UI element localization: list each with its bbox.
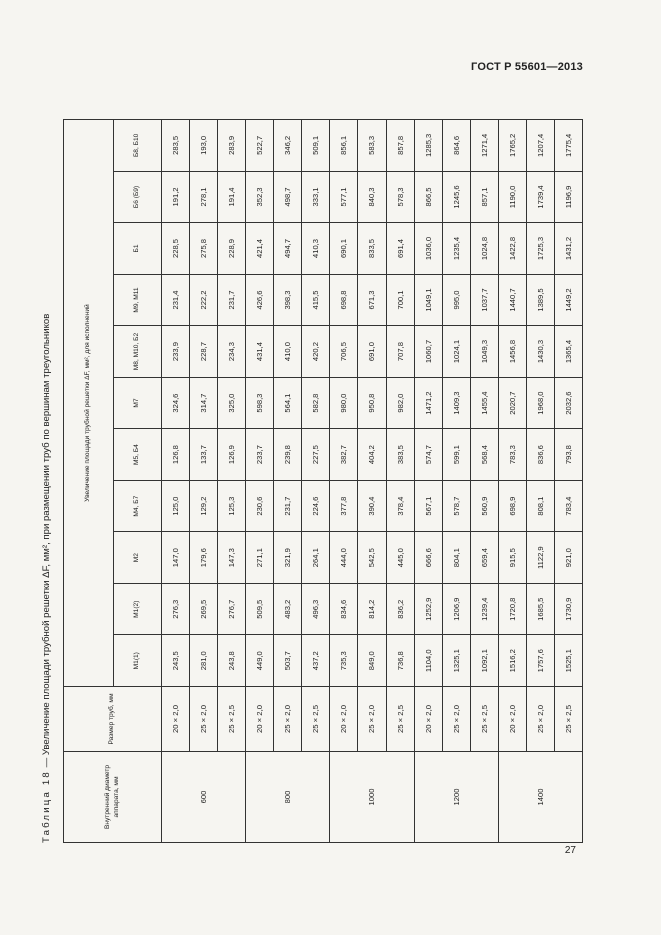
value-cell: 866,5 xyxy=(414,171,442,223)
tube-size-cell: 25 × 2,0 xyxy=(358,687,386,752)
value-cell: 1440,7 xyxy=(498,274,526,326)
table-row xyxy=(470,120,498,843)
value-cell: 783,3 xyxy=(498,429,526,481)
diameter-cell: 1200 xyxy=(414,752,498,843)
value-cell: 269,5 xyxy=(190,583,218,635)
table-row xyxy=(554,120,582,843)
value-cell: 707,8 xyxy=(386,326,414,378)
value-cell: 239,8 xyxy=(274,429,302,481)
table-row xyxy=(302,120,330,843)
header-diameter: Внутренний диаметр аппарата, мм xyxy=(64,752,162,843)
value-cell: 2020,7 xyxy=(498,377,526,429)
value-cell: 1730,9 xyxy=(554,583,582,635)
tube-size-cell: 25 × 2,5 xyxy=(470,687,498,752)
tube-size-cell: 25 × 2,0 xyxy=(526,687,554,752)
value-cell: 698,8 xyxy=(330,274,358,326)
value-cell: 191,2 xyxy=(162,171,190,223)
value-cell: 567,1 xyxy=(414,480,442,532)
value-cell: 228,9 xyxy=(218,223,246,275)
value-cell: 804,1 xyxy=(442,532,470,584)
value-cell: 735,3 xyxy=(330,635,358,687)
value-cell: 1430,3 xyxy=(526,326,554,378)
value-cell: 483,2 xyxy=(274,583,302,635)
tube-size-cell: 25 × 2,5 xyxy=(218,687,246,752)
value-cell: 147,0 xyxy=(162,532,190,584)
header-execution: М1(2) xyxy=(114,583,162,635)
value-cell: 659,4 xyxy=(470,532,498,584)
value-cell: 1271,4 xyxy=(470,120,498,172)
value-cell: 1968,0 xyxy=(526,377,554,429)
value-cell: 836,6 xyxy=(526,429,554,481)
table-row xyxy=(330,120,358,843)
value-cell: 2032,6 xyxy=(554,377,582,429)
value-cell: 921,0 xyxy=(554,532,582,584)
value-cell: 1037,7 xyxy=(470,274,498,326)
value-cell: 415,5 xyxy=(302,274,330,326)
value-cell: 857,8 xyxy=(386,120,414,172)
value-cell: 125,0 xyxy=(162,480,190,532)
value-cell: 1720,8 xyxy=(498,583,526,635)
value-cell: 598,3 xyxy=(246,377,274,429)
tube-size-cell: 25 × 2,5 xyxy=(554,687,582,752)
table-row xyxy=(358,120,386,843)
tube-size-cell: 20 × 2,0 xyxy=(246,687,274,752)
value-cell: 509,5 xyxy=(246,583,274,635)
header-execution: Б6 (Б9) xyxy=(114,171,162,223)
value-cell: 125,3 xyxy=(218,480,246,532)
value-cell: 382,7 xyxy=(330,429,358,481)
value-cell: 133,7 xyxy=(190,429,218,481)
value-cell: 1431,2 xyxy=(554,223,582,275)
value-cell: 1449,2 xyxy=(554,274,582,326)
value-cell: 1422,8 xyxy=(498,223,526,275)
value-cell: 230,6 xyxy=(246,480,274,532)
value-cell: 1092,1 xyxy=(470,635,498,687)
header-execution: М4, Б7 xyxy=(114,480,162,532)
value-cell: 410,0 xyxy=(274,326,302,378)
value-cell: 426,6 xyxy=(246,274,274,326)
value-cell: 231,7 xyxy=(274,480,302,532)
value-cell: 783,4 xyxy=(554,480,582,532)
value-cell: 264,1 xyxy=(302,532,330,584)
header-execution: М9, М11 xyxy=(114,274,162,326)
table-row xyxy=(526,120,554,843)
value-cell: 1207,4 xyxy=(526,120,554,172)
value-cell: 1049,3 xyxy=(470,326,498,378)
value-cell: 857,1 xyxy=(470,171,498,223)
value-cell: 1455,4 xyxy=(470,377,498,429)
value-cell: 126,9 xyxy=(218,429,246,481)
document-header: ГОСТ Р 55601—2013 xyxy=(471,61,583,73)
value-cell: 276,7 xyxy=(218,583,246,635)
diameter-cell: 800 xyxy=(246,752,330,843)
value-cell: 982,0 xyxy=(386,377,414,429)
table-caption xyxy=(41,33,59,843)
value-cell: 995,0 xyxy=(442,274,470,326)
table-row xyxy=(498,120,526,843)
value-cell: 383,5 xyxy=(386,429,414,481)
value-cell: 228,5 xyxy=(162,223,190,275)
value-cell: 224,6 xyxy=(302,480,330,532)
value-cell: 856,1 xyxy=(330,120,358,172)
value-cell: 281,0 xyxy=(190,635,218,687)
table-row xyxy=(442,120,470,843)
value-cell: 276,3 xyxy=(162,583,190,635)
value-cell: 564,1 xyxy=(274,377,302,429)
value-cell: 431,4 xyxy=(246,326,274,378)
value-cell: 736,8 xyxy=(386,635,414,687)
value-cell: 222,2 xyxy=(190,274,218,326)
tube-size-cell: 25 × 2,5 xyxy=(302,687,330,752)
data-table-container xyxy=(63,119,583,843)
value-cell: 864,6 xyxy=(442,120,470,172)
value-cell: 314,7 xyxy=(190,377,218,429)
value-cell: 1685,5 xyxy=(526,583,554,635)
value-cell: 1365,4 xyxy=(554,326,582,378)
value-cell: 445,0 xyxy=(386,532,414,584)
value-cell: 494,7 xyxy=(274,223,302,275)
value-cell: 233,7 xyxy=(246,429,274,481)
value-cell: 1190,0 xyxy=(498,171,526,223)
value-cell: 147,3 xyxy=(218,532,246,584)
value-cell: 1024,8 xyxy=(470,223,498,275)
table-row xyxy=(190,120,218,843)
value-cell: 321,9 xyxy=(274,532,302,584)
value-cell: 233,9 xyxy=(162,326,190,378)
value-cell: 324,6 xyxy=(162,377,190,429)
value-cell: 671,3 xyxy=(358,274,386,326)
value-cell: 437,2 xyxy=(302,635,330,687)
value-cell: 1325,1 xyxy=(442,635,470,687)
header-execution: Б1 xyxy=(114,223,162,275)
value-cell: 915,5 xyxy=(498,532,526,584)
value-cell: 560,9 xyxy=(470,480,498,532)
value-cell: 808,1 xyxy=(526,480,554,532)
value-cell: 283,9 xyxy=(218,120,246,172)
value-cell: 1757,6 xyxy=(526,635,554,687)
value-cell: 129,2 xyxy=(190,480,218,532)
value-cell: 698,9 xyxy=(498,480,526,532)
value-cell: 1060,7 xyxy=(414,326,442,378)
tube-size-cell: 20 × 2,0 xyxy=(330,687,358,752)
value-cell: 325,0 xyxy=(218,377,246,429)
table-row xyxy=(414,120,442,843)
value-cell: 1024,1 xyxy=(442,326,470,378)
value-cell: 1245,6 xyxy=(442,171,470,223)
value-cell: 1252,9 xyxy=(414,583,442,635)
header-tube-size: Размер труб, мм xyxy=(64,687,162,752)
value-cell: 352,3 xyxy=(246,171,274,223)
value-cell: 542,5 xyxy=(358,532,386,584)
tube-size-cell: 20 × 2,0 xyxy=(414,687,442,752)
value-cell: 1775,4 xyxy=(554,120,582,172)
table-caption-lead: Таблица 18 xyxy=(41,770,52,843)
value-cell: 583,3 xyxy=(358,120,386,172)
value-cell: 231,4 xyxy=(162,274,190,326)
value-cell: 231,7 xyxy=(218,274,246,326)
value-cell: 691,4 xyxy=(386,223,414,275)
rotated-table-area xyxy=(38,33,583,843)
table-row xyxy=(218,120,246,843)
value-cell: 706,5 xyxy=(330,326,358,378)
value-cell: 509,1 xyxy=(302,120,330,172)
table-row xyxy=(386,120,414,843)
header-execution: М8, М10, Б2 xyxy=(114,326,162,378)
diameter-cell: 600 xyxy=(162,752,246,843)
value-cell: 599,1 xyxy=(442,429,470,481)
value-cell: 834,6 xyxy=(330,583,358,635)
value-cell: 126,8 xyxy=(162,429,190,481)
value-cell: 227,5 xyxy=(302,429,330,481)
table-row xyxy=(162,120,190,843)
table-row xyxy=(274,120,302,843)
table-row xyxy=(246,120,274,843)
value-cell: 191,4 xyxy=(218,171,246,223)
value-cell: 390,4 xyxy=(358,480,386,532)
value-cell: 1471,2 xyxy=(414,377,442,429)
diameter-cell: 1400 xyxy=(498,752,582,843)
value-cell: 498,7 xyxy=(274,171,302,223)
value-cell: 1036,0 xyxy=(414,223,442,275)
header-group: Увеличение площади трубной решетки ΔF, мм², для исполнений xyxy=(64,120,114,687)
value-cell: 420,2 xyxy=(302,326,330,378)
header-execution: М2 xyxy=(114,532,162,584)
value-cell: 793,8 xyxy=(554,429,582,481)
value-cell: 444,0 xyxy=(330,532,358,584)
value-cell: 234,3 xyxy=(218,326,246,378)
value-cell: 275,8 xyxy=(190,223,218,275)
value-cell: 377,8 xyxy=(330,480,358,532)
value-cell: 449,0 xyxy=(246,635,274,687)
value-cell: 193,0 xyxy=(190,120,218,172)
data-table xyxy=(63,119,583,843)
value-cell: 836,2 xyxy=(386,583,414,635)
value-cell: 1725,3 xyxy=(526,223,554,275)
value-cell: 574,7 xyxy=(414,429,442,481)
value-cell: 578,7 xyxy=(442,480,470,532)
value-cell: 333,1 xyxy=(302,171,330,223)
header-execution: М5, Б4 xyxy=(114,429,162,481)
value-cell: 278,1 xyxy=(190,171,218,223)
value-cell: 346,2 xyxy=(274,120,302,172)
value-cell: 1206,9 xyxy=(442,583,470,635)
value-cell: 840,3 xyxy=(358,171,386,223)
value-cell: 577,1 xyxy=(330,171,358,223)
value-cell: 410,3 xyxy=(302,223,330,275)
value-cell: 980,0 xyxy=(330,377,358,429)
value-cell: 1049,1 xyxy=(414,274,442,326)
value-cell: 1285,3 xyxy=(414,120,442,172)
value-cell: 1739,4 xyxy=(526,171,554,223)
value-cell: 568,4 xyxy=(470,429,498,481)
value-cell: 404,2 xyxy=(358,429,386,481)
value-cell: 582,8 xyxy=(302,377,330,429)
value-cell: 243,5 xyxy=(162,635,190,687)
value-cell: 398,3 xyxy=(274,274,302,326)
value-cell: 833,5 xyxy=(358,223,386,275)
value-cell: 578,3 xyxy=(386,171,414,223)
tube-size-cell: 25 × 2,0 xyxy=(442,687,470,752)
tube-size-cell: 20 × 2,0 xyxy=(498,687,526,752)
value-cell: 179,6 xyxy=(190,532,218,584)
diameter-cell: 1000 xyxy=(330,752,414,843)
value-cell: 700,1 xyxy=(386,274,414,326)
tube-size-cell: 25 × 2,0 xyxy=(190,687,218,752)
tube-size-cell: 20 × 2,0 xyxy=(162,687,190,752)
tube-size-cell: 25 × 2,5 xyxy=(386,687,414,752)
value-cell: 503,7 xyxy=(274,635,302,687)
value-cell: 691,0 xyxy=(358,326,386,378)
value-cell: 421,4 xyxy=(246,223,274,275)
value-cell: 243,8 xyxy=(218,635,246,687)
value-cell: 1122,9 xyxy=(526,532,554,584)
value-cell: 1104,0 xyxy=(414,635,442,687)
value-cell: 1239,4 xyxy=(470,583,498,635)
header-execution: М7 xyxy=(114,377,162,429)
page-number: 27 xyxy=(564,845,576,856)
value-cell: 228,7 xyxy=(190,326,218,378)
value-cell: 849,0 xyxy=(358,635,386,687)
table-caption-text: — Увеличение площади трубной решетки ΔF, мм², при размещении труб по вершинам треугольников xyxy=(41,313,52,771)
value-cell: 1409,3 xyxy=(442,377,470,429)
value-cell: 666,6 xyxy=(414,532,442,584)
value-cell: 1765,2 xyxy=(498,120,526,172)
value-cell: 1516,2 xyxy=(498,635,526,687)
header-execution: Б8, Б10 xyxy=(114,120,162,172)
value-cell: 950,8 xyxy=(358,377,386,429)
value-cell: 378,4 xyxy=(386,480,414,532)
value-cell: 283,5 xyxy=(162,120,190,172)
tube-size-cell: 25 × 2,0 xyxy=(274,687,302,752)
value-cell: 814,2 xyxy=(358,583,386,635)
value-cell: 1456,8 xyxy=(498,326,526,378)
value-cell: 690,1 xyxy=(330,223,358,275)
value-cell: 271,1 xyxy=(246,532,274,584)
value-cell: 1196,9 xyxy=(554,171,582,223)
value-cell: 1235,4 xyxy=(442,223,470,275)
header-execution: М1(1) xyxy=(114,635,162,687)
value-cell: 1389,5 xyxy=(526,274,554,326)
value-cell: 496,3 xyxy=(302,583,330,635)
value-cell: 1525,1 xyxy=(554,635,582,687)
value-cell: 522,7 xyxy=(246,120,274,172)
